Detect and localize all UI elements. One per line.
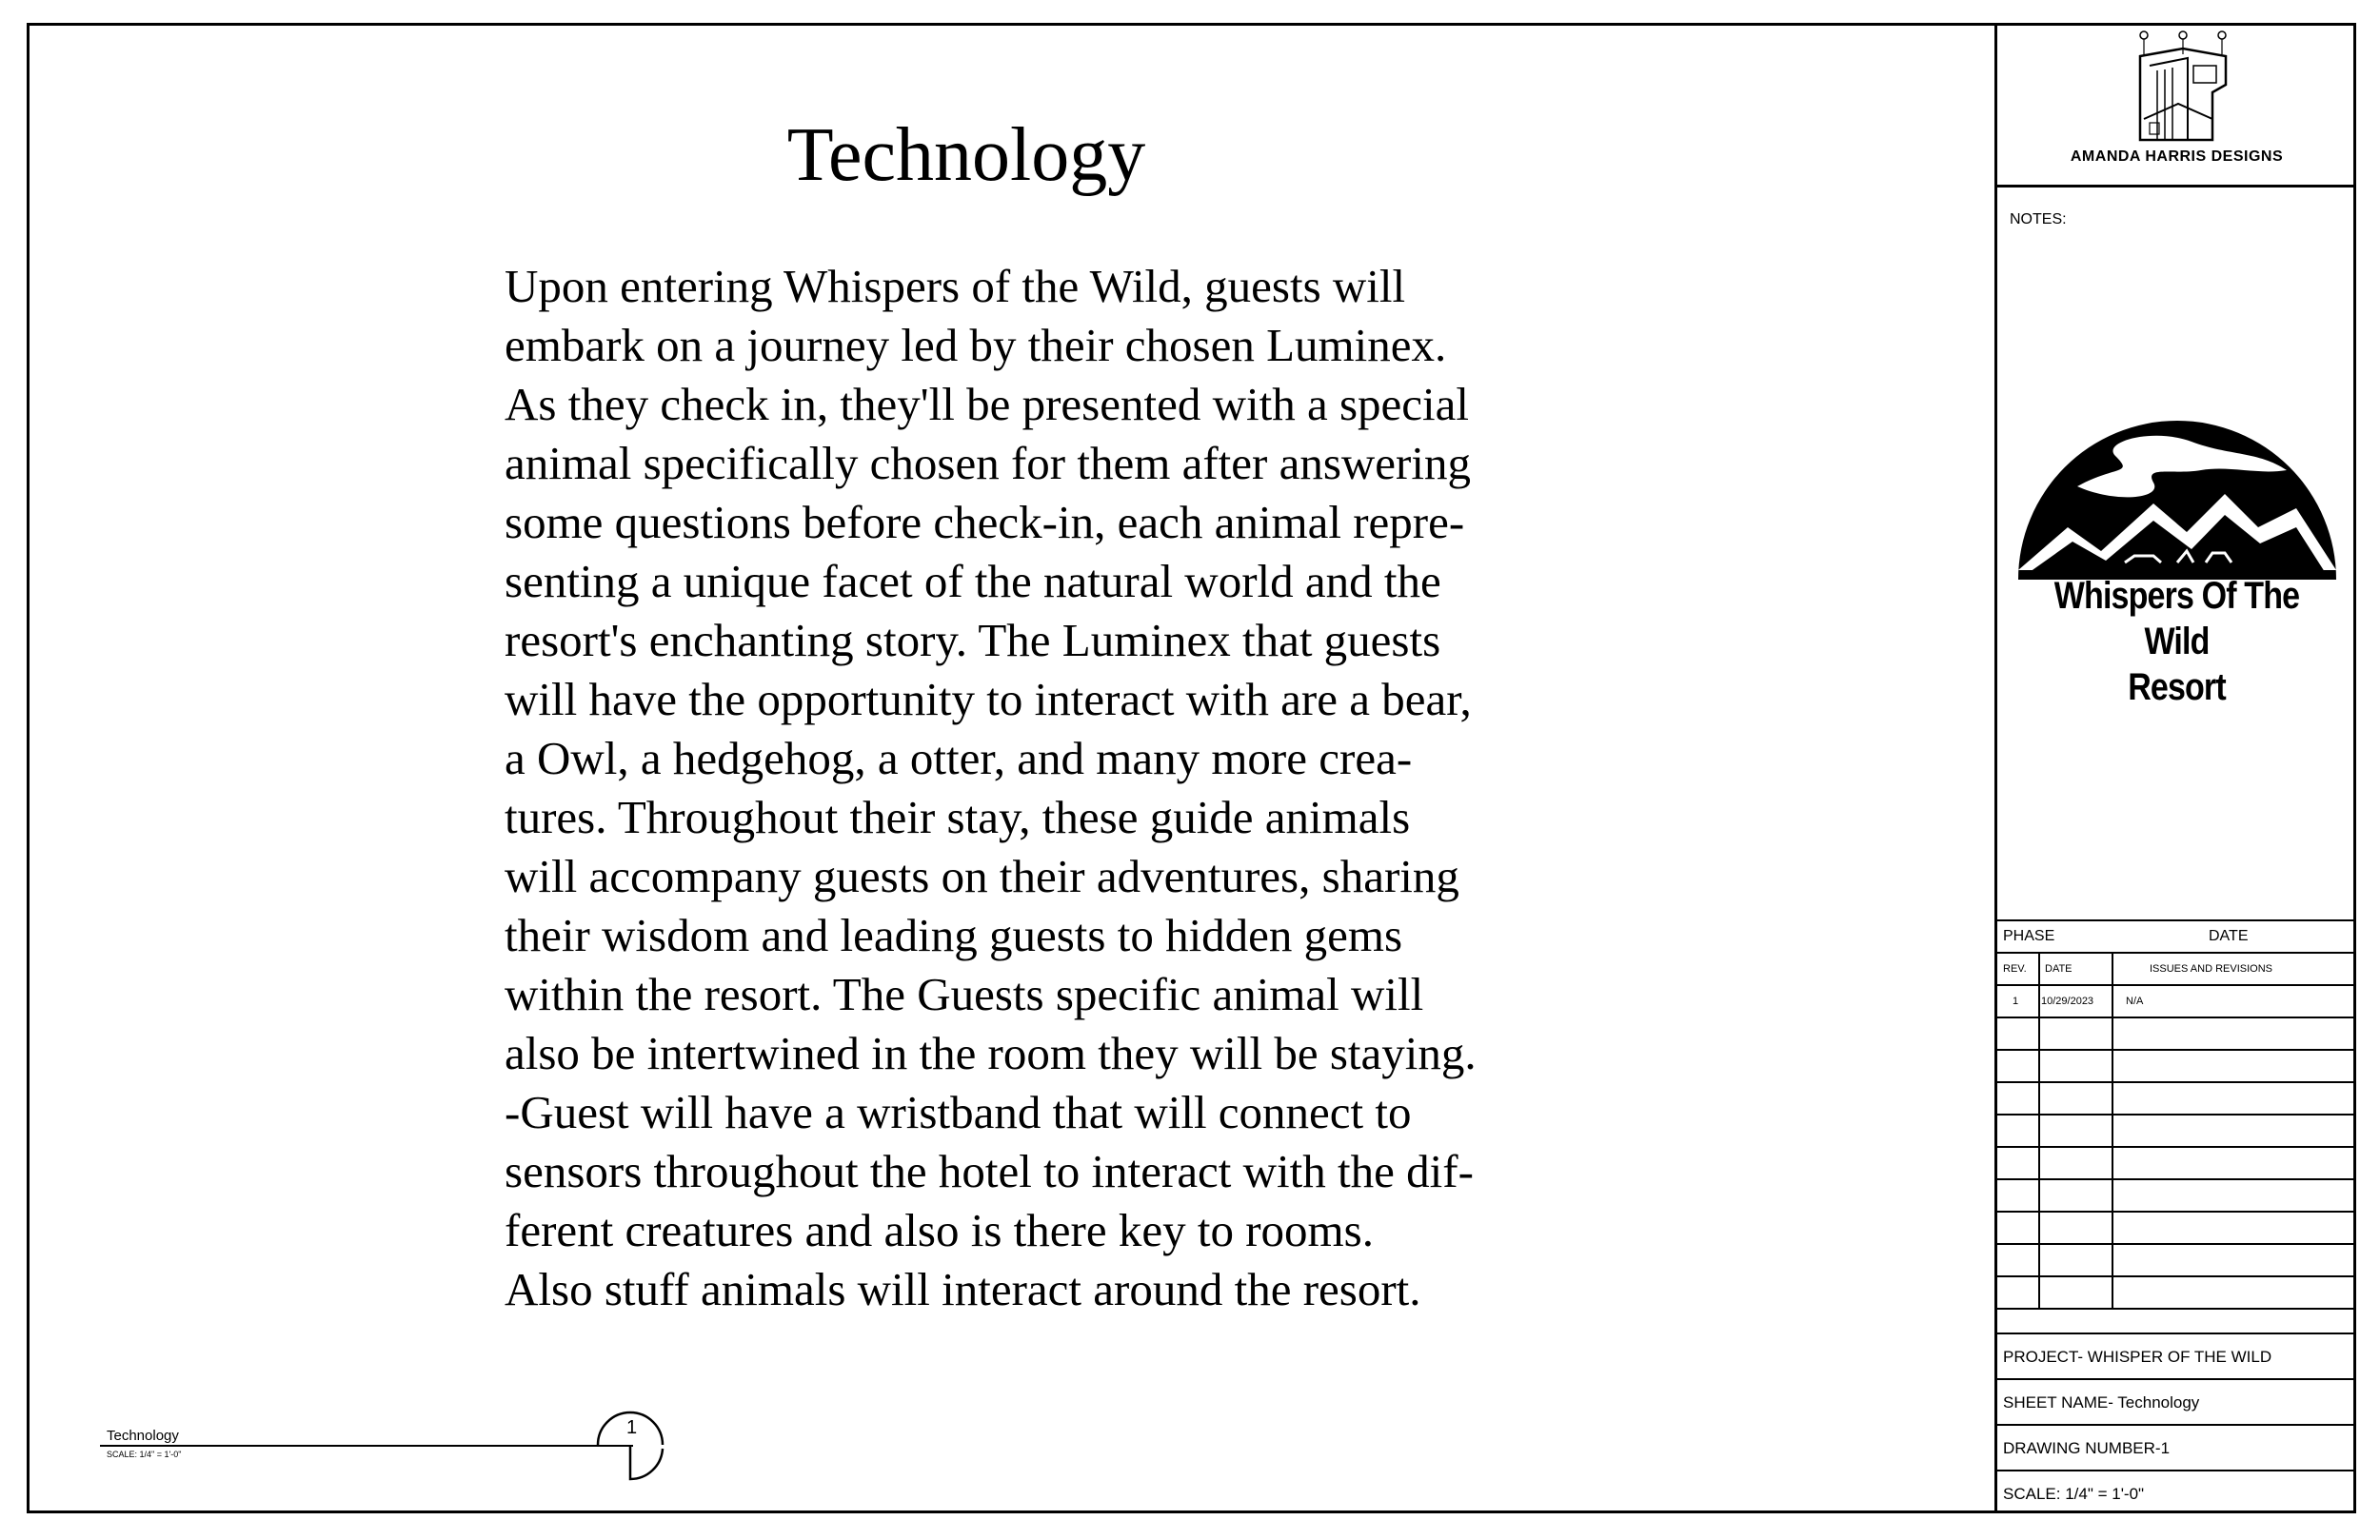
table-row	[1997, 1211, 2356, 1243]
paragraph-line: within the resort. The Guests specific animal will	[505, 968, 1424, 1020]
view-number: 1	[626, 1417, 638, 1438]
column-divider	[2112, 952, 2113, 1308]
paragraph-line: Also stuff animals will interact around the resort.	[505, 1263, 1421, 1315]
paragraph-line: some questions before check-in, each animal repre-	[505, 496, 1465, 548]
firm-logo-cell	[1997, 23, 2356, 188]
rev-number: 1	[2013, 996, 2019, 1007]
sheet-name: SHEET NAME- Technology	[2003, 1393, 2200, 1412]
resort-name	[2024, 573, 2329, 710]
scale-value: SCALE: 1/4" = 1'-0"	[2003, 1485, 2145, 1503]
page-title: Technology	[786, 113, 1146, 197]
paragraph-line: Upon entering Whispers of the Wild, guests will	[505, 260, 1406, 312]
paragraph-line: a Owl, a hedgehog, a otter, and many more crea-	[505, 732, 1413, 784]
resort-name-line: Whispers Of The Wild	[2053, 575, 2300, 662]
paragraph-line: ferent creatures and also is there key to rooms.	[505, 1204, 1374, 1256]
view-scale: SCALE: 1/4" = 1'-0"	[107, 1450, 182, 1459]
paragraph-line: senting a unique facet of the natural world and the	[505, 555, 1441, 607]
table-row	[1997, 1308, 2356, 1333]
paragraph-line: embark on a journey led by their chosen Luminex.	[505, 319, 1447, 371]
revisions-header-row	[1997, 952, 2356, 984]
paragraph-line: resort's enchanting story. The Luminex that guests	[505, 614, 1441, 666]
table-row	[1997, 1146, 2356, 1178]
project-name: PROJECT- WHISPER OF THE WILD	[2003, 1348, 2272, 1366]
table-row	[1997, 1275, 2356, 1308]
scale-field	[1997, 1470, 2356, 1513]
table-row	[1997, 1081, 2356, 1114]
resort-name-line: Resort	[2128, 666, 2226, 708]
rev-issue: N/A	[2126, 996, 2144, 1007]
drawing-number: DRAWING NUMBER-1	[2003, 1439, 2171, 1457]
rev-date: 10/29/2023	[2041, 996, 2094, 1007]
phase-row	[1997, 919, 2356, 952]
sheet-name-field	[1997, 1378, 2356, 1424]
table-row	[1997, 984, 2356, 1017]
paragraph-line: As they check in, they'll be presented with a special	[505, 378, 1469, 430]
title-block	[1994, 23, 2356, 1513]
paragraph-line: animal specifically chosen for them after answering	[505, 437, 1471, 489]
issues-header: ISSUES AND REVISIONS	[2150, 963, 2272, 975]
rev-date-header: DATE	[2045, 963, 2073, 975]
project-field	[1997, 1333, 2356, 1378]
table-row	[1997, 1049, 2356, 1081]
table-row	[1997, 1243, 2356, 1275]
paragraph-line: tures. Throughout their stay, these guide animals	[505, 791, 1411, 843]
body-paragraph	[505, 257, 1599, 1319]
table-row	[1997, 1017, 2356, 1049]
building-logo-icon	[2131, 28, 2235, 147]
view-label: Technology	[107, 1428, 179, 1444]
paragraph-line: sensors throughout the hotel to interact with the dif-	[505, 1145, 1474, 1197]
paragraph-line: will have the opportunity to interact with are a bear,	[505, 673, 1472, 725]
paragraph-line: also be intertwined in the room they will be staying.	[505, 1027, 1477, 1079]
table-row	[1997, 1178, 2356, 1211]
rev-header: REV.	[2003, 963, 2027, 975]
firm-name: AMANDA HARRIS DESIGNS	[2070, 148, 2284, 165]
paragraph-line: -Guest will have a wristband that will connect to	[505, 1086, 1412, 1138]
table-row	[1997, 1114, 2356, 1146]
date-label: DATE	[2209, 928, 2249, 944]
column-divider	[2038, 952, 2040, 1308]
drawing-number-field	[1997, 1424, 2356, 1470]
notes-label: NOTES:	[2010, 211, 2067, 227]
phase-label: PHASE	[2003, 928, 2055, 944]
paragraph-line: their wisdom and leading guests to hidden gems	[505, 909, 1403, 961]
resort-logo-icon	[2011, 399, 2344, 580]
paragraph-line: will accompany guests on their adventures, sharing	[505, 850, 1459, 902]
view-underline	[100, 1445, 633, 1447]
